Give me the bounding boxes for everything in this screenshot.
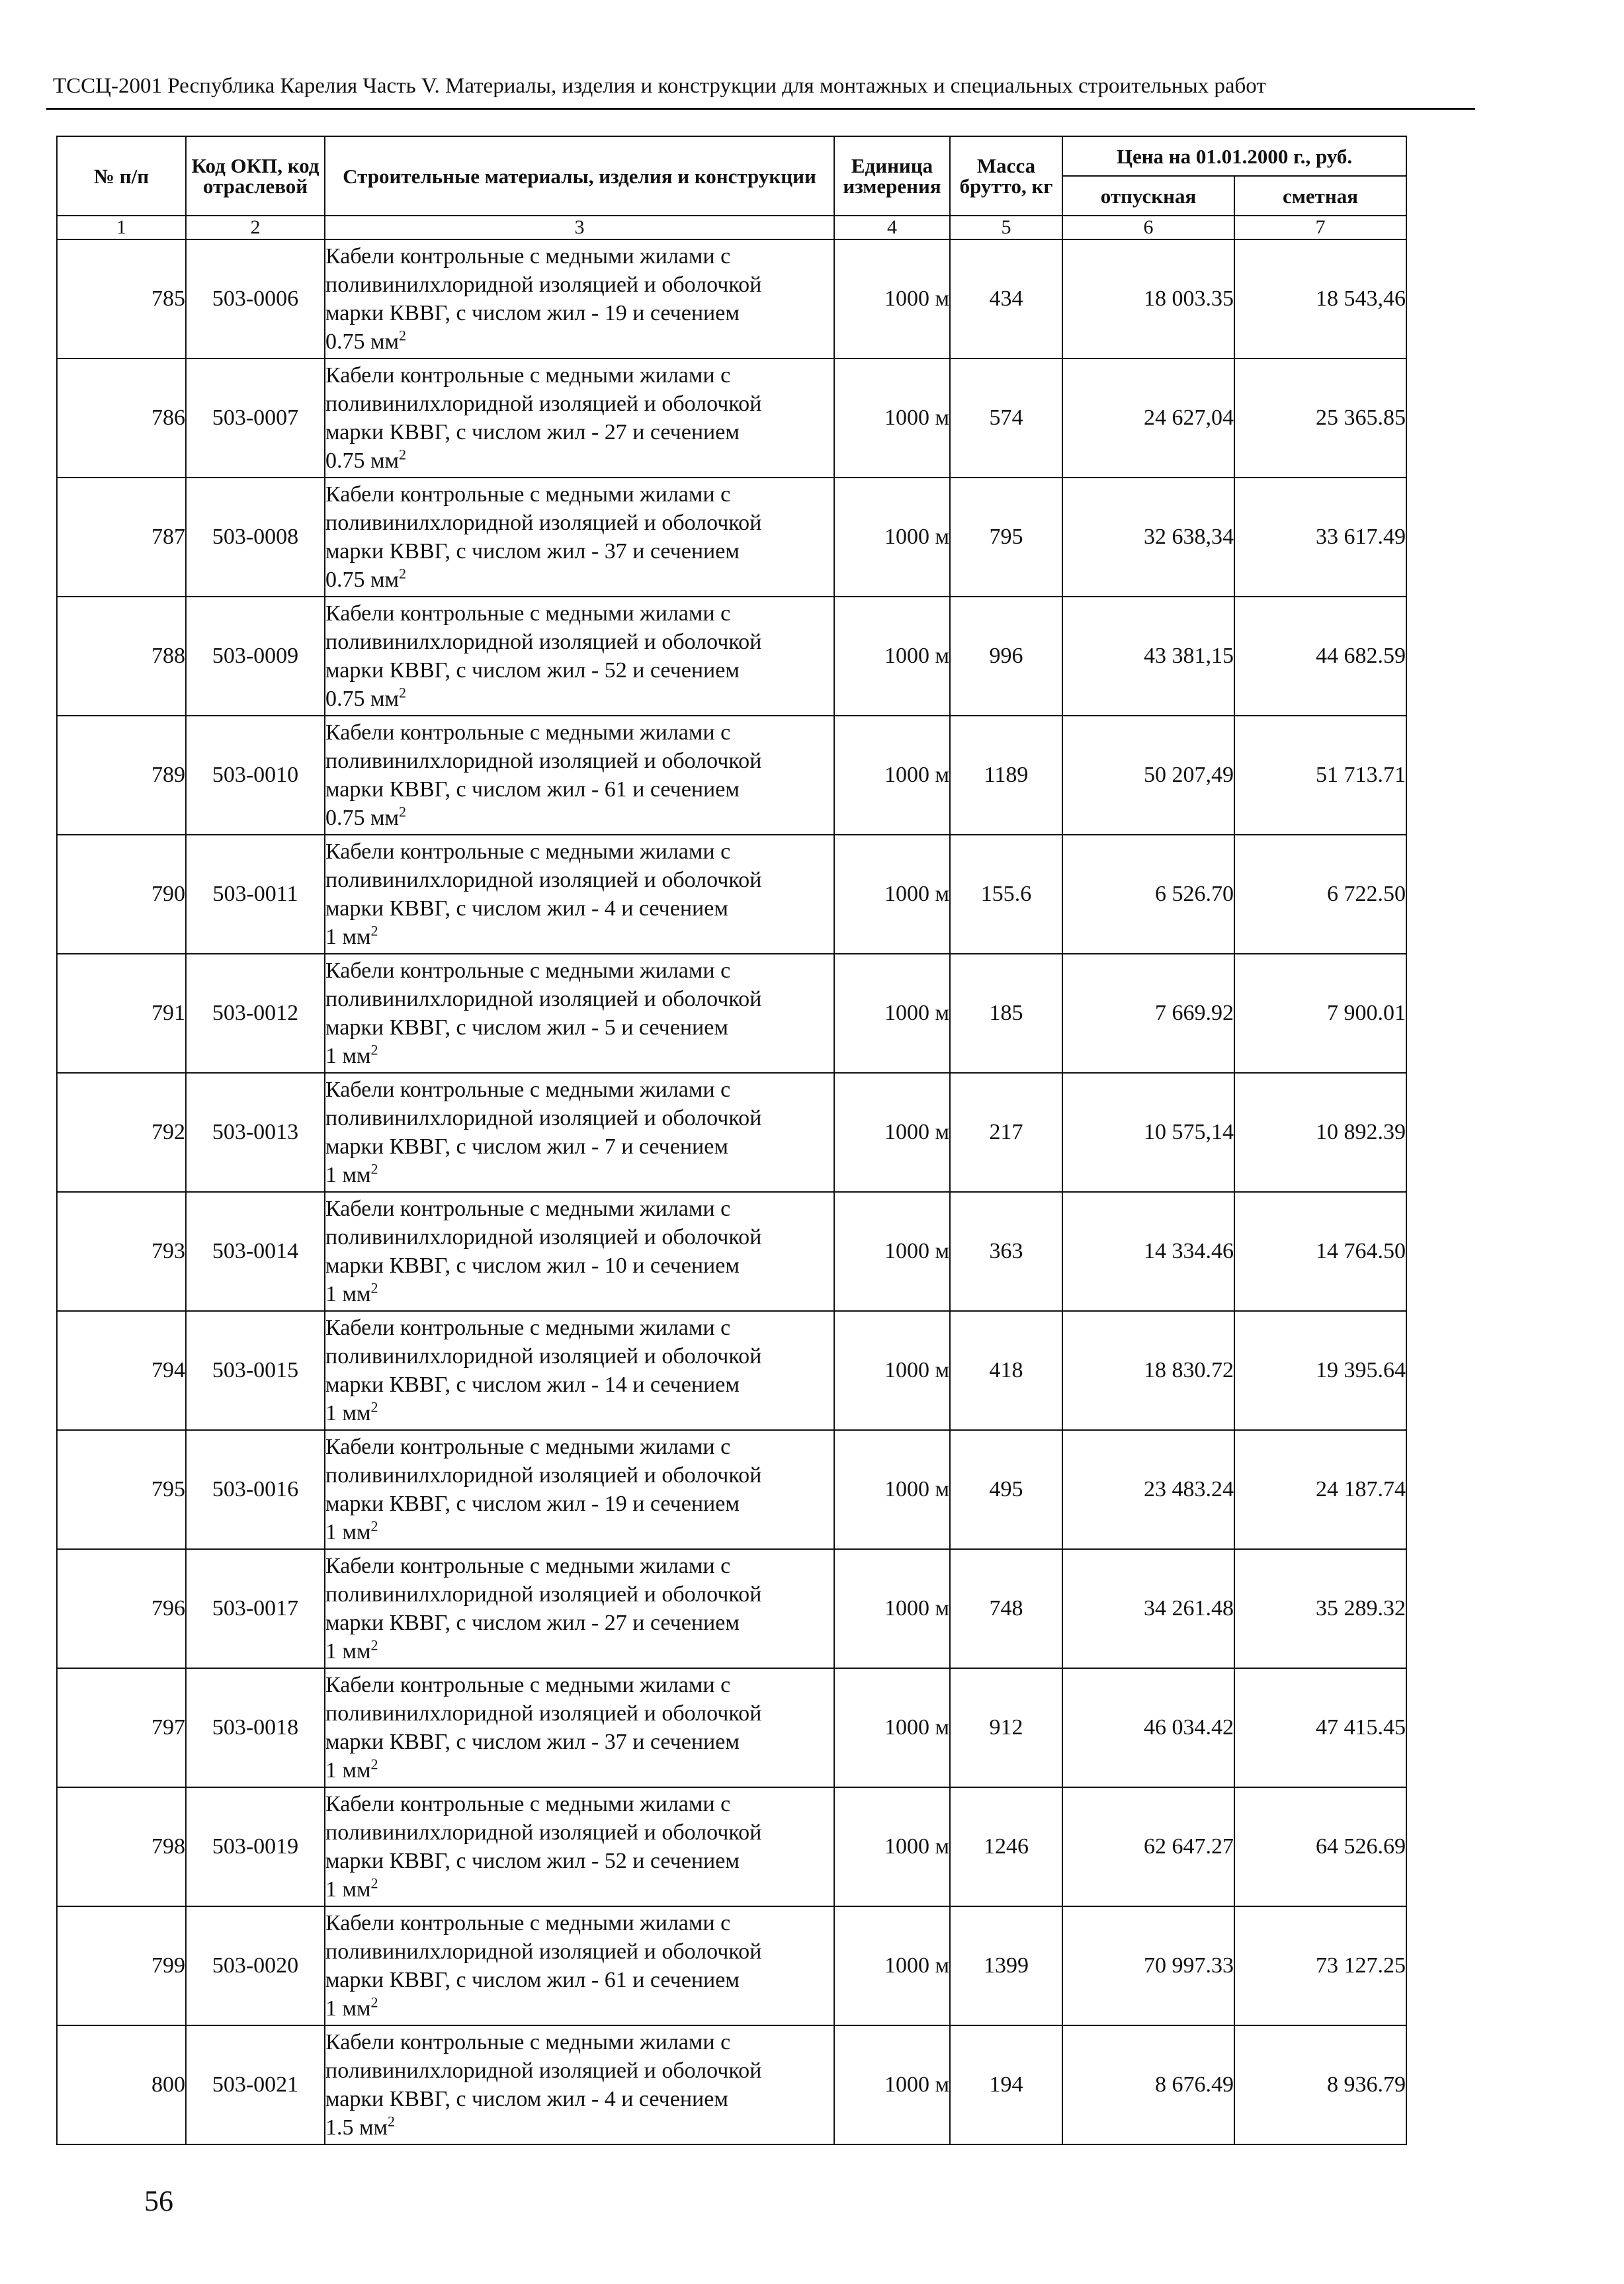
- column-index: 4: [834, 216, 950, 239]
- description-line: поливинилхлоридной изоляцией и оболочкой: [325, 987, 762, 1011]
- cross-section-value: 1: [325, 1282, 337, 1306]
- row-number: 786: [57, 359, 186, 478]
- description-line: Кабели контрольные с медными жилами с: [325, 720, 731, 745]
- unit-of-measure: 1000 м: [834, 954, 950, 1073]
- column-index: 6: [1062, 216, 1234, 239]
- row-number: 785: [57, 239, 186, 359]
- gross-mass: 1246: [950, 1787, 1062, 1906]
- description-line: поливинилхлоридной изоляцией и оболочкой: [325, 868, 762, 892]
- row-number: 791: [57, 954, 186, 1073]
- description-line: марки КВВГ, с числом жил - 37 и сечением: [325, 1730, 740, 1754]
- okp-code: 503-0007: [186, 359, 325, 478]
- header-unit: Единица измерения: [834, 136, 950, 216]
- area-unit: мм: [342, 1282, 371, 1306]
- material-description: [325, 1311, 834, 1430]
- estimate-price: 25 365.85: [1234, 359, 1406, 478]
- material-description: [325, 716, 834, 835]
- gross-mass: 996: [950, 597, 1062, 716]
- column-index-row: [57, 216, 1406, 239]
- release-price: 70 997.33: [1062, 1906, 1234, 2025]
- table-row: [57, 716, 1406, 835]
- okp-code: 503-0020: [186, 1906, 325, 2025]
- table-row: [57, 597, 1406, 716]
- area-unit: мм: [370, 687, 400, 711]
- cross-section-value: 0.75: [325, 806, 365, 830]
- table-row: [57, 2025, 1406, 2144]
- material-description: [325, 1073, 834, 1192]
- row-number: 798: [57, 1787, 186, 1906]
- description-line: марки КВВГ, с числом жил - 37 и сечением: [325, 539, 740, 564]
- description-line: марки КВВГ, с числом жил - 52 и сечением: [325, 658, 740, 683]
- area-unit: мм: [370, 806, 400, 830]
- cross-section-value: 1: [325, 1163, 337, 1187]
- area-unit: мм: [370, 329, 400, 354]
- column-index: 5: [950, 216, 1062, 239]
- okp-code: 503-0017: [186, 1549, 325, 1668]
- table-row: [57, 1311, 1406, 1430]
- description-line: поливинилхлоридной изоляцией и оболочкой: [325, 1463, 762, 1488]
- area-unit: мм: [359, 2115, 388, 2140]
- description-line: Кабели контрольные с медными жилами с: [325, 958, 731, 983]
- table-row: [57, 1430, 1406, 1549]
- description-line: Кабели контрольные с медными жилами с: [325, 1197, 731, 1221]
- estimate-price: 8 936.79: [1234, 2025, 1406, 2144]
- row-number: 787: [57, 478, 186, 597]
- unit-of-measure: 1000 м: [834, 1906, 950, 2025]
- row-number: 796: [57, 1549, 186, 1668]
- area-unit: мм: [370, 448, 400, 473]
- okp-code: 503-0016: [186, 1430, 325, 1549]
- description-line: Кабели контрольные с медными жилами с: [325, 1316, 731, 1340]
- table-row: [57, 359, 1406, 478]
- description-line: марки КВВГ, с числом жил - 61 и сечением: [325, 1968, 740, 1992]
- row-number: 795: [57, 1430, 186, 1549]
- row-number: 793: [57, 1192, 186, 1311]
- table-row: [57, 1787, 1406, 1906]
- area-exponent: 2: [370, 1517, 378, 1535]
- column-index: 3: [325, 216, 834, 239]
- description-line: марки КВВГ, с числом жил - 4 и сечением: [325, 2087, 728, 2111]
- column-index: 1: [57, 216, 186, 239]
- description-line: поливинилхлоридной изоляцией и оболочкой: [325, 392, 762, 416]
- okp-code: 503-0015: [186, 1311, 325, 1430]
- gross-mass: 217: [950, 1073, 1062, 1192]
- cross-section-value: 0.75: [325, 448, 365, 473]
- area-unit: мм: [342, 1044, 371, 1068]
- material-description: [325, 478, 834, 597]
- description-line: Кабели контрольные с медными жилами с: [325, 1792, 731, 1816]
- gross-mass: 185: [950, 954, 1062, 1073]
- price-table: [56, 136, 1407, 2145]
- area-unit: мм: [342, 1520, 371, 1544]
- material-description: [325, 835, 834, 954]
- header-price-estimate: сметная: [1234, 176, 1406, 216]
- material-description: [325, 2025, 834, 2144]
- area-exponent: 2: [399, 803, 407, 820]
- gross-mass: 795: [950, 478, 1062, 597]
- area-exponent: 2: [399, 446, 407, 463]
- estimate-price: 35 289.32: [1234, 1549, 1406, 1668]
- cross-section-value: 0.75: [325, 687, 365, 711]
- material-description: [325, 954, 834, 1073]
- release-price: 6 526.70: [1062, 835, 1234, 954]
- row-number: 797: [57, 1668, 186, 1787]
- release-price: 24 627,04: [1062, 359, 1234, 478]
- release-price: 62 647.27: [1062, 1787, 1234, 1906]
- unit-of-measure: 1000 м: [834, 1192, 950, 1311]
- description-line: Кабели контрольные с медными жилами с: [325, 1078, 731, 1102]
- table-row: [57, 1549, 1406, 1668]
- cross-section-value: 1: [325, 1996, 337, 2021]
- release-price: 14 334.46: [1062, 1192, 1234, 1311]
- area-exponent: 2: [399, 684, 407, 701]
- material-description: [325, 1430, 834, 1549]
- area-unit: мм: [342, 1401, 371, 1425]
- release-price: 23 483.24: [1062, 1430, 1234, 1549]
- cross-section-value: 1: [325, 1401, 337, 1425]
- description-line: Кабели контрольные с медными жилами с: [325, 601, 731, 626]
- estimate-price: 64 526.69: [1234, 1787, 1406, 1906]
- material-description: [325, 359, 834, 478]
- cross-section-value: 1: [325, 1758, 337, 1783]
- material-description: [325, 239, 834, 359]
- okp-code: 503-0021: [186, 2025, 325, 2144]
- area-exponent: 2: [370, 1279, 378, 1296]
- area-unit: мм: [342, 1758, 371, 1783]
- description-line: марки КВВГ, с числом жил - 4 и сечением: [325, 896, 728, 921]
- table-row: [57, 239, 1406, 359]
- area-exponent: 2: [370, 1994, 378, 2011]
- release-price: 43 381,15: [1062, 597, 1234, 716]
- description-line: марки КВВГ, с числом жил - 7 и сечением: [325, 1134, 728, 1159]
- okp-code: 503-0009: [186, 597, 325, 716]
- area-unit: мм: [342, 925, 371, 949]
- gross-mass: 434: [950, 239, 1062, 359]
- description-line: Кабели контрольные с медными жилами с: [325, 1911, 731, 1935]
- area-exponent: 2: [370, 1636, 378, 1654]
- description-line: поливинилхлоридной изоляцией и оболочкой: [325, 1225, 762, 1249]
- okp-code: 503-0013: [186, 1073, 325, 1192]
- header-name: Строительные материалы, изделия и конструкции: [325, 136, 834, 216]
- unit-of-measure: 1000 м: [834, 1073, 950, 1192]
- cross-section-value: 1: [325, 1877, 337, 1902]
- description-line: поливинилхлоридной изоляцией и оболочкой: [325, 511, 762, 535]
- description-line: поливинилхлоридной изоляцией и оболочкой: [325, 1701, 762, 1726]
- unit-of-measure: 1000 м: [834, 1549, 950, 1668]
- row-number: 788: [57, 597, 186, 716]
- area-exponent: 2: [370, 1398, 378, 1416]
- unit-of-measure: 1000 м: [834, 1430, 950, 1549]
- description-line: марки КВВГ, с числом жил - 10 и сечением: [325, 1253, 740, 1278]
- description-line: поливинилхлоридной изоляцией и оболочкой: [325, 1106, 762, 1130]
- release-price: 46 034.42: [1062, 1668, 1234, 1787]
- unit-of-measure: 1000 м: [834, 239, 950, 359]
- column-index: 7: [1234, 216, 1406, 239]
- area-unit: мм: [342, 1639, 371, 1664]
- material-description: [325, 1549, 834, 1668]
- running-header: ТССЦ-2001 Республика Карелия Часть V. Материалы, изделия и конструкции для монтажных и специальных строительных работ: [53, 74, 1266, 98]
- description-line: поливинилхлоридной изоляцией и оболочкой: [325, 630, 762, 654]
- release-price: 10 575,14: [1062, 1073, 1234, 1192]
- cross-section-value: 1: [325, 1639, 337, 1664]
- description-line: марки КВВГ, с числом жил - 61 и сечением: [325, 777, 740, 802]
- area-exponent: 2: [399, 565, 407, 582]
- okp-code: 503-0010: [186, 716, 325, 835]
- row-number: 800: [57, 2025, 186, 2144]
- estimate-price: 19 395.64: [1234, 1311, 1406, 1430]
- gross-mass: 495: [950, 1430, 1062, 1549]
- description-line: Кабели контрольные с медными жилами с: [325, 2030, 731, 2054]
- unit-of-measure: 1000 м: [834, 597, 950, 716]
- description-line: поливинилхлоридной изоляцией и оболочкой: [325, 1939, 762, 1964]
- description-line: поливинилхлоридной изоляцией и оболочкой: [325, 1582, 762, 1607]
- description-line: Кабели контрольные с медными жилами с: [325, 1554, 731, 1578]
- area-exponent: 2: [399, 327, 407, 344]
- page-number: 56: [144, 2185, 173, 2217]
- gross-mass: 912: [950, 1668, 1062, 1787]
- table-row: [57, 1192, 1406, 1311]
- gross-mass: 363: [950, 1192, 1062, 1311]
- unit-of-measure: 1000 м: [834, 2025, 950, 2144]
- estimate-price: 33 617.49: [1234, 478, 1406, 597]
- release-price: 8 676.49: [1062, 2025, 1234, 2144]
- estimate-price: 51 713.71: [1234, 716, 1406, 835]
- release-price: 32 638,34: [1062, 478, 1234, 597]
- unit-of-measure: 1000 м: [834, 359, 950, 478]
- estimate-price: 14 764.50: [1234, 1192, 1406, 1311]
- estimate-price: 10 892.39: [1234, 1073, 1406, 1192]
- area-exponent: 2: [370, 1160, 378, 1177]
- okp-code: 503-0011: [186, 835, 325, 954]
- column-index: 2: [186, 216, 325, 239]
- description-line: марки КВВГ, с числом жил - 27 и сечением: [325, 1611, 740, 1635]
- table-row: [57, 478, 1406, 597]
- gross-mass: 1399: [950, 1906, 1062, 2025]
- area-exponent: 2: [370, 922, 378, 939]
- description-line: марки КВВГ, с числом жил - 27 и сечением: [325, 420, 740, 444]
- description-line: Кабели контрольные с медными жилами с: [325, 1673, 731, 1697]
- unit-of-measure: 1000 м: [834, 1668, 950, 1787]
- description-line: марки КВВГ, с числом жил - 52 и сечением: [325, 1849, 740, 1873]
- header-price-group: Цена на 01.01.2000 г., руб.: [1062, 136, 1406, 176]
- cross-section-value: 0.75: [325, 568, 365, 592]
- description-line: марки КВВГ, с числом жил - 14 и сечением: [325, 1373, 740, 1397]
- header-rule: [46, 108, 1475, 110]
- description-line: поливинилхлоридной изоляцией и оболочкой: [325, 273, 762, 297]
- area-unit: мм: [370, 568, 400, 592]
- estimate-price: 24 187.74: [1234, 1430, 1406, 1549]
- unit-of-measure: 1000 м: [834, 1787, 950, 1906]
- row-number: 790: [57, 835, 186, 954]
- estimate-price: 6 722.50: [1234, 835, 1406, 954]
- unit-of-measure: 1000 м: [834, 478, 950, 597]
- table-row: [57, 1906, 1406, 2025]
- material-description: [325, 1787, 834, 1906]
- gross-mass: 748: [950, 1549, 1062, 1668]
- row-number: 789: [57, 716, 186, 835]
- table-row: [57, 835, 1406, 954]
- table-row: [57, 1668, 1406, 1787]
- release-price: 18 830.72: [1062, 1311, 1234, 1430]
- okp-code: 503-0014: [186, 1192, 325, 1311]
- estimate-price: 18 543,46: [1234, 239, 1406, 359]
- cross-section-value: 1: [325, 1520, 337, 1544]
- gross-mass: 194: [950, 2025, 1062, 2144]
- description-line: поливинилхлоридной изоляцией и оболочкой: [325, 1820, 762, 1845]
- estimate-price: 7 900.01: [1234, 954, 1406, 1073]
- description-line: поливинилхлоридной изоляцией и оболочкой: [325, 2058, 762, 2083]
- description-line: марки КВВГ, с числом жил - 19 и сечением: [325, 1492, 740, 1516]
- description-line: поливинилхлоридной изоляцией и оболочкой: [325, 749, 762, 773]
- area-unit: мм: [342, 1163, 371, 1187]
- gross-mass: 574: [950, 359, 1062, 478]
- description-line: Кабели контрольные с медными жилами с: [325, 839, 731, 864]
- okp-code: 503-0006: [186, 239, 325, 359]
- material-description: [325, 1192, 834, 1311]
- estimate-price: 44 682.59: [1234, 597, 1406, 716]
- cross-section-value: 1: [325, 1044, 337, 1068]
- description-line: поливинилхлоридной изоляцией и оболочкой: [325, 1344, 762, 1369]
- area-exponent: 2: [370, 1755, 378, 1773]
- okp-code: 503-0019: [186, 1787, 325, 1906]
- release-price: 50 207,49: [1062, 716, 1234, 835]
- description-line: Кабели контрольные с медными жилами с: [325, 363, 731, 388]
- header-num: № п/п: [57, 136, 186, 216]
- area-exponent: 2: [370, 1041, 378, 1058]
- row-number: 799: [57, 1906, 186, 2025]
- unit-of-measure: 1000 м: [834, 716, 950, 835]
- area-unit: мм: [342, 1877, 371, 1902]
- table-row: [57, 954, 1406, 1073]
- material-description: [325, 597, 834, 716]
- table-row: [57, 1073, 1406, 1192]
- row-number: 792: [57, 1073, 186, 1192]
- area-exponent: 2: [370, 1875, 378, 1892]
- cross-section-value: 1.5: [325, 2115, 354, 2140]
- okp-code: 503-0018: [186, 1668, 325, 1787]
- release-price: 18 003.35: [1062, 239, 1234, 359]
- material-description: [325, 1668, 834, 1787]
- description-line: Кабели контрольные с медными жилами с: [325, 1435, 731, 1459]
- description-line: Кабели контрольные с медными жилами с: [325, 482, 731, 507]
- gross-mass: 1189: [950, 716, 1062, 835]
- cross-section-value: 0.75: [325, 329, 365, 354]
- header-code: Код ОКП, код отраслевой: [186, 136, 325, 216]
- area-exponent: 2: [388, 2113, 396, 2130]
- header-price-release: отпускная: [1062, 176, 1234, 216]
- gross-mass: 418: [950, 1311, 1062, 1430]
- release-price: 7 669.92: [1062, 954, 1234, 1073]
- description-line: марки КВВГ, с числом жил - 19 и сечением: [325, 301, 740, 325]
- estimate-price: 47 415.45: [1234, 1668, 1406, 1787]
- okp-code: 503-0008: [186, 478, 325, 597]
- release-price: 34 261.48: [1062, 1549, 1234, 1668]
- table-body: [57, 239, 1406, 2144]
- gross-mass: 155.6: [950, 835, 1062, 954]
- okp-code: 503-0012: [186, 954, 325, 1073]
- row-number: 794: [57, 1311, 186, 1430]
- unit-of-measure: 1000 м: [834, 1311, 950, 1430]
- estimate-price: 73 127.25: [1234, 1906, 1406, 2025]
- description-line: марки КВВГ, с числом жил - 5 и сечением: [325, 1015, 728, 1040]
- area-unit: мм: [342, 1996, 371, 2021]
- cross-section-value: 1: [325, 925, 337, 949]
- header-mass: Масса брутто, кг: [950, 136, 1062, 216]
- description-line: Кабели контрольные с медными жилами с: [325, 244, 731, 269]
- unit-of-measure: 1000 м: [834, 835, 950, 954]
- material-description: [325, 1906, 834, 2025]
